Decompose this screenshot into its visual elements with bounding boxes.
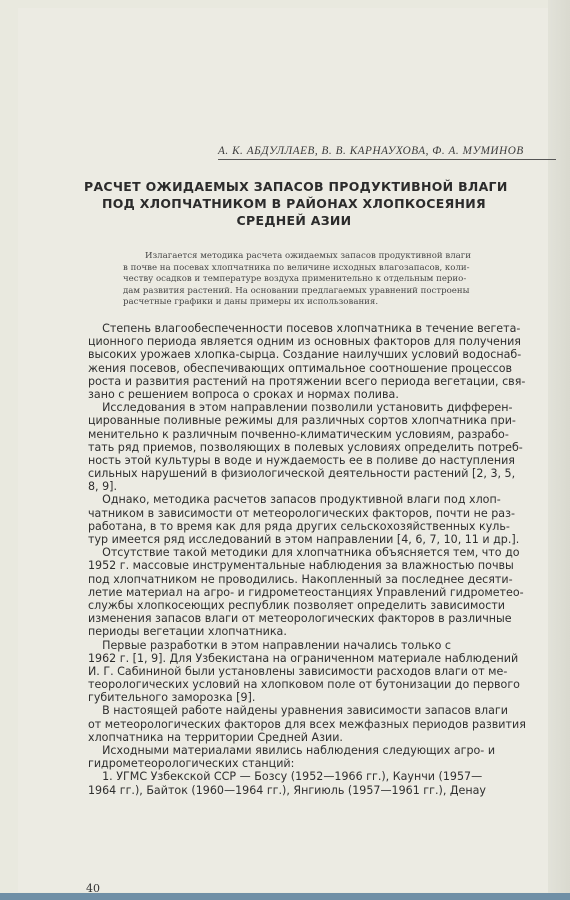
body-line: зано с решением вопроса о сроках и нормах полива. bbox=[88, 387, 399, 401]
body-line: гидрометеорологических станций: bbox=[88, 757, 295, 771]
body-line: чатником в зависимости от метеорологических факторов, почти не раз- bbox=[88, 506, 516, 520]
abstract-line: Излагается методика расчета ожидаемых запасов продуктивной влаги bbox=[145, 251, 472, 261]
body-line: хлопчатника на территории Средней Азии. bbox=[88, 730, 343, 744]
body-line: Исследования в этом направлении позволили установить дифферен- bbox=[88, 401, 513, 415]
body-line: ционного периода является одним из основных факторов для получения bbox=[88, 335, 521, 349]
body-line: менительно к различным почвенно-климатическим условиям, разрабо- bbox=[88, 427, 509, 441]
body-line: В настоящей работе найдены уравнения зависимости запасов влаги bbox=[88, 704, 508, 718]
body-line: службы хлопкосеющих республик позволяет определить зависимости bbox=[88, 598, 505, 612]
body-line: 1964 гг.), Байток (1960—1964 гг.), Янгиюль (1957—1961 гг.), Денау bbox=[88, 783, 486, 797]
body-line: Степень влагообеспеченности посевов хлопчатника в течение вегета- bbox=[88, 322, 521, 335]
body-line: под хлопчатником не проводились. Накопленный за последнее десяти- bbox=[88, 572, 513, 586]
body-line: Исходными материалами явились наблюдения следующих агро- и bbox=[88, 744, 496, 757]
article-abstract bbox=[123, 251, 503, 309]
body-line: 8, 9]. bbox=[88, 480, 118, 494]
body-line: Первые разработки в этом направлении начались только с bbox=[88, 638, 452, 652]
article-title bbox=[84, 178, 508, 229]
body-line: И. Г. Сабининой были установлены зависимости расходов влаги от ме- bbox=[88, 664, 508, 678]
article-body bbox=[88, 322, 558, 797]
body-line: 1962 г. [1, 9]. Для Узбекистана на ограниченном материале наблюдений bbox=[88, 651, 519, 665]
body-line: губительного заморозка [9]. bbox=[88, 691, 256, 705]
abstract-line: расчетные графики и даны примеры их использования. bbox=[123, 297, 379, 307]
page-number: 40 bbox=[86, 882, 100, 895]
abstract-line: дам развития растений. На основании предлагаемых уравнений построены bbox=[123, 285, 470, 296]
body-line: роста и развития растений на протяжении всего периода вегетации, свя- bbox=[88, 374, 526, 388]
body-line: теорологических условий на хлопковом поле от бутонизации до первого bbox=[88, 678, 520, 692]
body-line: тать ряд приемов, позволяющих в полевых условиях определить потреб- bbox=[88, 440, 523, 454]
body-line: летие материал на агро- и гидрометеостанциях Управлений гидрометео- bbox=[88, 585, 524, 599]
body-line: жения посевов, обеспечивающих оптимальное соотношение процессов bbox=[88, 361, 513, 375]
body-line: от метеорологических факторов для всех межфазных периодов развития bbox=[88, 717, 526, 731]
body-line: 1952 г. массовые инструментальные наблюдения за влажностью почвы bbox=[88, 559, 514, 573]
body-line: высоких урожаев хлопка-сырца. Создание наилучших условий водоснаб- bbox=[88, 348, 522, 362]
body-line: периоды вегетации хлопчатника. bbox=[88, 625, 287, 639]
body-line: изменения запасов влаги от метеорологических факторов в различные bbox=[88, 612, 512, 626]
body-line: сильных нарушений в физиологической деятельности растений [2, 3, 5, bbox=[88, 467, 516, 481]
title-line: РАСЧЕТ ОЖИДАЕМЫХ ЗАПАСОВ ПРОДУКТИВНОЙ ВЛАГИ bbox=[84, 179, 508, 194]
body-line: Однако, методика расчетов запасов продуктивной влаги под хлоп- bbox=[88, 493, 501, 507]
article-authors: А. К. АБДУЛЛАЕВ, В. В. КАРНАУХОВА, Ф. А. МУМИНОВ bbox=[218, 145, 556, 160]
body-line: 1. УГМС Узбекской ССР — Бозсу (1952—1966 гг.), Каунчи (1957— bbox=[88, 770, 483, 784]
body-line: тур имеется ряд исследований в этом направлении [4, 6, 7, 10, 11 и др.]. bbox=[88, 533, 520, 546]
body-line: ность этой культуры в воде и нуждаемость ее в поливе до наступления bbox=[88, 453, 515, 467]
body-line: цированные поливные режимы для различных сортов хлопчатника при- bbox=[88, 414, 516, 428]
title-line: СРЕДНЕЙ АЗИИ bbox=[236, 213, 352, 228]
body-line: Отсутствие такой методики для хлопчатника объясняется тем, что до bbox=[88, 546, 520, 560]
abstract-line: честву осадков и температуре воздуха применительно к отдельным перио- bbox=[123, 274, 467, 284]
abstract-line: в почве на посевах хлопчатника по величине исходных влагозапасов, коли- bbox=[123, 262, 470, 273]
body-line: работана, в то время как для ряда других сельскохозяйственных куль- bbox=[88, 519, 510, 533]
title-line: ПОД ХЛОПЧАТНИКОМ В РАЙОНАХ ХЛОПКОСЕЯНИЯ bbox=[101, 196, 486, 211]
